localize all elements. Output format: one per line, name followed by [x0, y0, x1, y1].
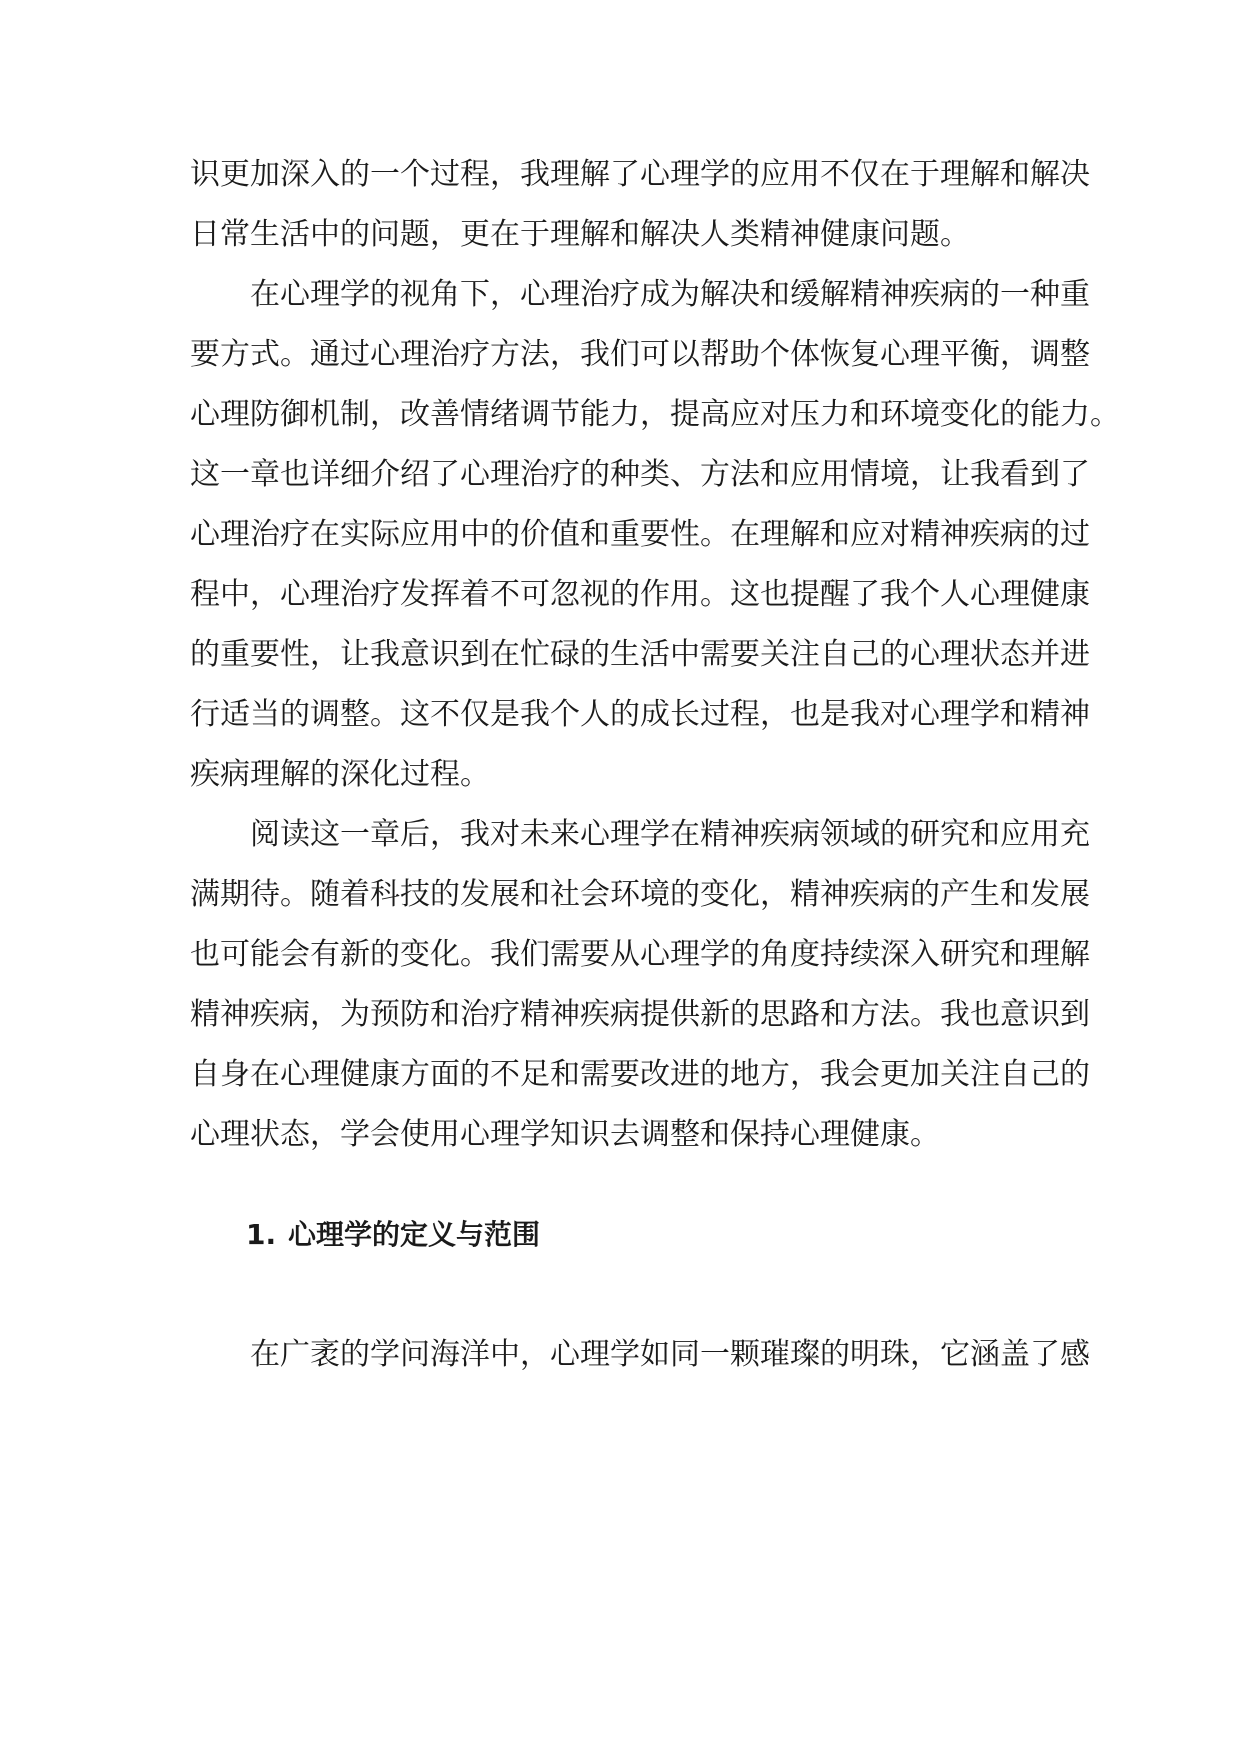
- text-line: 阅读这一章后，我对未来心理学在精神疾病领域的研究和应用充: [250, 817, 1090, 852]
- text-line: 心理状态，学会使用心理学知识去调整和保持心理健康。: [190, 1117, 940, 1152]
- section-heading: [190, 1205, 1050, 1265]
- text-line: 识更加深入的一个过程，我理解了心理学的应用不仅在于理解和解决: [190, 157, 1090, 192]
- text-line: 程中，心理治疗发挥着不可忽视的作用。这也提醒了我个人心理健康: [190, 577, 1090, 612]
- section-title: 心理学的定义与范围: [288, 1218, 541, 1251]
- text-line: 的重要性，让我意识到在忙碌的生活中需要关注自己的心理状态并进: [190, 637, 1090, 672]
- text-line: 自身在心理健康方面的不足和需要改进的地方，我会更加关注自己的: [190, 1057, 1090, 1092]
- paragraph-2: [190, 265, 1120, 805]
- section-number: 1.: [246, 1218, 277, 1251]
- paragraph-4: [190, 1325, 1090, 1385]
- text-line: 疾病理解的深化过程。: [190, 757, 490, 792]
- document-body: [190, 145, 1120, 1385]
- text-line: 要方式。通过心理治疗方法，我们可以帮助个体恢复心理平衡，调整: [190, 337, 1090, 372]
- text-line: 行适当的调整。这不仅是我个人的成长过程，也是我对心理学和精神: [190, 697, 1090, 732]
- text-line: 在广袤的学问海洋中，心理学如同一颗璀璨的明珠，它涵盖了感: [250, 1337, 1090, 1372]
- text-line: 日常生活中的问题，更在于理解和解决人类精神健康问题。: [190, 217, 970, 252]
- text-line: 心理防御机制，改善情绪调节能力，提高应对压力和环境变化的能力。: [190, 397, 1120, 432]
- paragraph-3: [190, 805, 1090, 1165]
- text-line: 在心理学的视角下，心理治疗成为解决和缓解精神疾病的一种重: [250, 277, 1090, 312]
- text-line: 也可能会有新的变化。我们需要从心理学的角度持续深入研究和理解: [190, 937, 1090, 972]
- text-line: 这一章也详细介绍了心理治疗的种类、方法和应用情境，让我看到了: [190, 457, 1090, 492]
- text-line: 满期待。随着科技的发展和社会环境的变化，精神疾病的产生和发展: [190, 877, 1090, 912]
- text-line: 心理治疗在实际应用中的价值和重要性。在理解和应对精神疾病的过: [190, 517, 1090, 552]
- paragraph-1: [190, 145, 1090, 265]
- text-line: 精神疾病，为预防和治疗精神疾病提供新的思路和方法。我也意识到: [190, 997, 1090, 1032]
